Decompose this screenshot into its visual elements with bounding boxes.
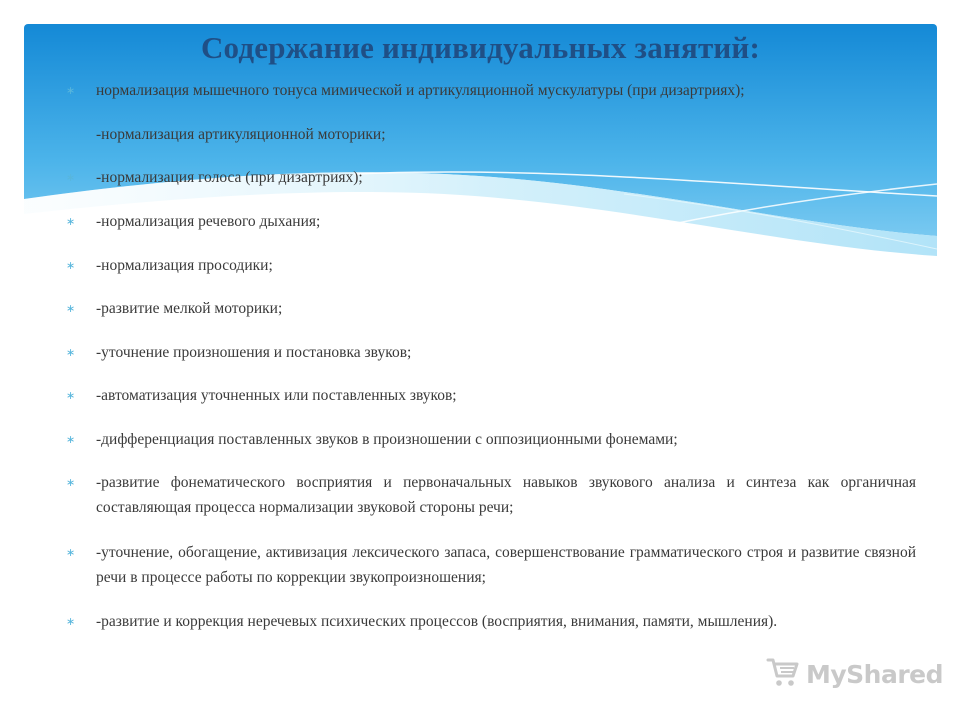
bullet-icon: ∗ bbox=[66, 259, 76, 272]
bullet-icon: ∗ bbox=[66, 433, 76, 446]
list-item: -нормализация артикуляционной моторики; bbox=[96, 126, 386, 143]
bullet-icon: ∗ bbox=[66, 215, 76, 228]
shopping-cart-icon bbox=[766, 656, 800, 693]
watermark-logo bbox=[766, 656, 943, 692]
list-item: -автоматизация уточненных или поставленных звуков; bbox=[96, 387, 457, 404]
bullet-icon: ∗ bbox=[66, 84, 76, 97]
list-item: -дифференциация поставленных звуков в произношении с оппозиционными фонемами; bbox=[96, 431, 678, 448]
watermark-text: MyShared bbox=[806, 659, 944, 689]
list-item: -развитие фонематического восприятия и первоначальных навыков звукового анализа и синтеза как органичная составляющая процесса нормализации звуковой стороны речи; bbox=[96, 474, 916, 516]
bullet-icon: ∗ bbox=[66, 346, 76, 359]
list-item: -нормализация просодики; bbox=[96, 257, 273, 274]
bullet-icon: ∗ bbox=[66, 546, 76, 559]
bullet-icon: ∗ bbox=[66, 302, 76, 315]
bullet-icon: ∗ bbox=[66, 389, 76, 402]
slide-title: Содержание индивидуальных занятий: bbox=[200, 30, 761, 65]
list-item: -развитие мелкой моторики; bbox=[96, 300, 283, 317]
bullet-icon: ∗ bbox=[66, 615, 76, 628]
list-item: -уточнение произношения и постановка звуков; bbox=[96, 344, 412, 361]
list-item: -нормализация речевого дыхания; bbox=[96, 213, 321, 230]
bullet-icon: ∗ bbox=[66, 171, 76, 184]
bullet-icon: ∗ bbox=[66, 476, 76, 489]
list-item: -развитие и коррекция неречевых психических процессов (восприятия, внимания, памяти, мышления). bbox=[96, 613, 778, 630]
list-item: -уточнение, обогащение, активизация лексического запаса, совершенствование грамматического строя и развитие связной речи в процессе работы по коррекции звукопроизношения; bbox=[96, 544, 916, 586]
list-item: -нормализация голоса (при дизартриях); bbox=[96, 169, 363, 186]
list-item: нормализация мышечного тонуса мимической и артикуляционной мускулатуры (при дизартриях); bbox=[96, 82, 745, 99]
